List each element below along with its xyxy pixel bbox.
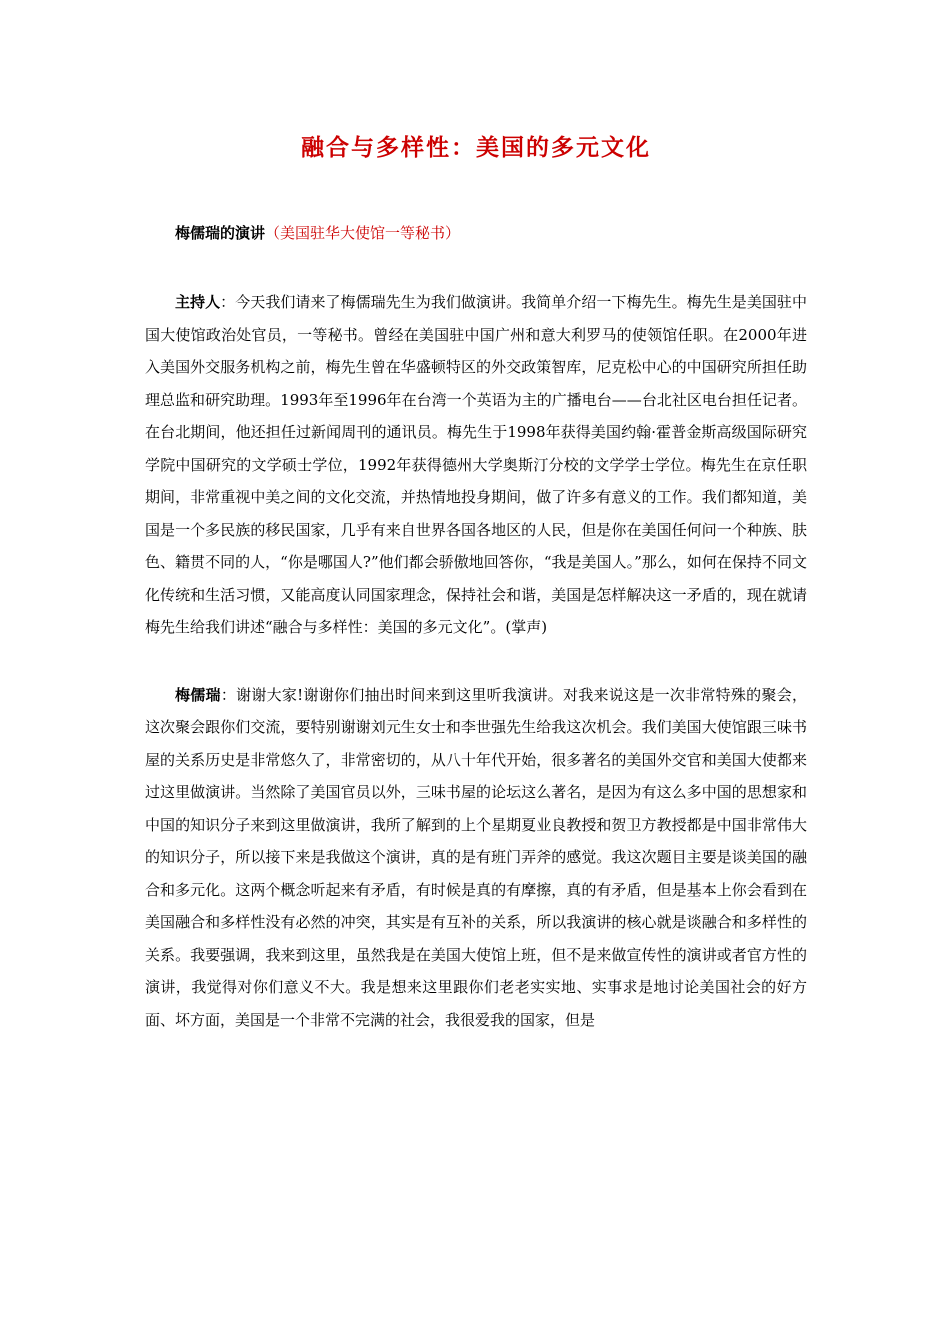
paragraph-separator: ： [220,685,237,704]
paragraph-label: 主持人 [175,293,221,311]
paragraph-label: 梅儒瑞 [175,685,221,704]
speaker-role: （美国驻华大使馆一等秘书） [265,224,461,242]
paragraph-text: 今天我们请来了梅儒瑞先生为我们做演讲。我简单介绍一下梅先生。梅先生是美国驻中国大使馆政治处官员，一等秘书。曾经在美国驻中国广州和意大利罗马的使领馆任职。在2000年进入美国外交服务机构之前，梅先生曾在华盛顿特区的外交政策智库，尼克松中心的中国研究所担任助理总监和研究助理。1993年至1996年在台湾一个英语为主的广播电台——台北社区电台担任记者。在台北期间，他还担任过新闻周刊的通讯员。梅先生于1998年获得美国约翰·霍普金斯高级国际研究学院中国研究的文学硕士学位，1992年获得德州大学奥斯汀分校的文学学士学位。梅先生在京任职期间，非常重视中美之间的文化交流，并热情地投身期间，做了许多有意义的工作。我们都知道，美国是一个多民族的移民国家，几乎有来自世界各国各地区的人民，但是你在美国任何问一个种族、肤色、籍贯不同的人，“你是哪国人?”他们都会骄傲地回答你，“我是美国人。”那么，如何在保持不同文化传统和生活习惯，又能高度认同国家理念，保持社会和谐，美国是怎样解决这一矛盾的，现在就请梅先生给我们讲述“融合与多样性：美国的多元文化”。(掌声) [145,293,807,636]
paragraph-text: 谢谢大家!谢谢你们抽出时间来到这里听我演讲。对我来说这是一次非常特殊的聚会，这次聚会跟你们交流，要特别谢谢刘元生女士和李世强先生给我这次机会。我们美国大使馆跟三味书屋的关系历史是非常悠久了，非常密切的，从八十年代开始，很多著名的美国外交官和美国大使都来过这里做演讲。当然除了美国官员以外，三味书屋的论坛这么著名，是因为有这么多中国的思想家和中国的知识分子来到这里做演讲，我所了解到的上个星期夏业良教授和贺卫方教授都是中国非常伟大的知识分子，所以接下来是我做这个演讲，真的是有班门弄斧的感觉。我这次题目主要是谈美国的融合和多元化。这两个概念听起来有矛盾，有时候是真的有摩擦，真的有矛盾，但是基本上你会看到在美国融合和多样性没有必然的冲突，其实是有互补的关系，所以我演讲的核心就是谈融合和多样性的关系。我要强调，我来到这里，虽然我是在美国大使馆上班，但不是来做宣传性的演讲或者官方性的演讲，我觉得对你们意义不大。我是想来这里跟你们老老实实地、实事求是地讨论美国社会的好方面、坏方面，美国是一个非常不完满的社会，我很爱我的国家，但是 [145,685,807,1029]
paragraph-separator: ： [220,293,236,311]
paragraph-host [145,286,807,644]
document-page [145,130,807,1071]
document-title: 融合与多样性：美国的多元文化 [301,134,651,161]
speaker-name: 梅儒瑞的演讲 [175,224,266,242]
paragraph-speaker [145,679,807,1037]
document-subtitle [145,218,807,248]
